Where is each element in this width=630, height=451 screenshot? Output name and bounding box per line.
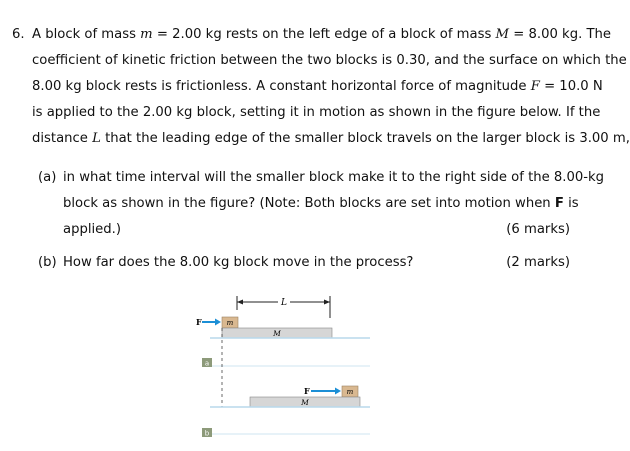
- force-arrowhead-a: [215, 319, 221, 326]
- text: A block of mass: [32, 27, 136, 42]
- force-label-b: F: [304, 386, 310, 396]
- text: that the leading edge of the smaller block travels on the larger block is 3.00 m,: [105, 131, 630, 146]
- large-block-label-b: M: [301, 398, 309, 407]
- distance-arrowhead-left: [237, 300, 243, 305]
- var-m: m: [140, 27, 153, 42]
- large-block-label-a: M: [273, 329, 281, 338]
- distance-label: L: [281, 298, 287, 308]
- var-F: F: [530, 79, 540, 94]
- small-block-label-a: m: [226, 319, 234, 327]
- text: 8.00 kg block rests is frictionless. A constant horizontal force of magnitude: [32, 79, 527, 94]
- distance-arrowhead-right: [324, 300, 330, 305]
- block-figure: [180, 290, 380, 450]
- force-arrowhead-b: [335, 388, 341, 395]
- problem-line-3: [32, 79, 603, 95]
- part-a-line-2: [63, 196, 579, 212]
- text: = 10.0 N: [544, 79, 603, 94]
- part-a-label: (a): [38, 170, 57, 185]
- problem-line-4: is applied to the 2.00 kg block, setting it in motion as shown in the figure below. If the: [32, 105, 601, 120]
- bold-F: F: [554, 196, 564, 211]
- part-b-label: (b): [38, 255, 57, 270]
- problem-line-1: [32, 27, 611, 43]
- force-label-a: F: [196, 317, 202, 327]
- part-a-line-3: applied.): [63, 222, 121, 237]
- text: block as shown in the figure? (Note: Both blocks are set into motion when: [63, 196, 551, 211]
- var-L: L: [92, 131, 101, 146]
- var-M: M: [495, 27, 510, 42]
- part-b-marks: (2 marks): [506, 255, 570, 270]
- small-block-label-b: m: [346, 388, 354, 396]
- text: = 2.00 kg rests on the left edge of a block of mass: [156, 27, 492, 42]
- text: is: [568, 196, 579, 211]
- panel-b-label: b: [204, 429, 210, 438]
- text: = 8.00 kg. The: [513, 27, 611, 42]
- part-a-line-1: in what time interval will the smaller block make it to the right side of the 8.00-kg: [63, 170, 605, 185]
- text: distance: [32, 131, 88, 146]
- problem-line-5: [32, 131, 630, 147]
- problem-line-2: coefficient of kinetic friction between the two blocks is 0.30, and the surface on which the: [32, 53, 627, 68]
- panel-a-label: a: [204, 359, 210, 368]
- part-b-text: How far does the 8.00 kg block move in the process?: [63, 255, 414, 270]
- part-a-marks: (6 marks): [506, 222, 570, 237]
- problem-number: 6.: [12, 27, 25, 42]
